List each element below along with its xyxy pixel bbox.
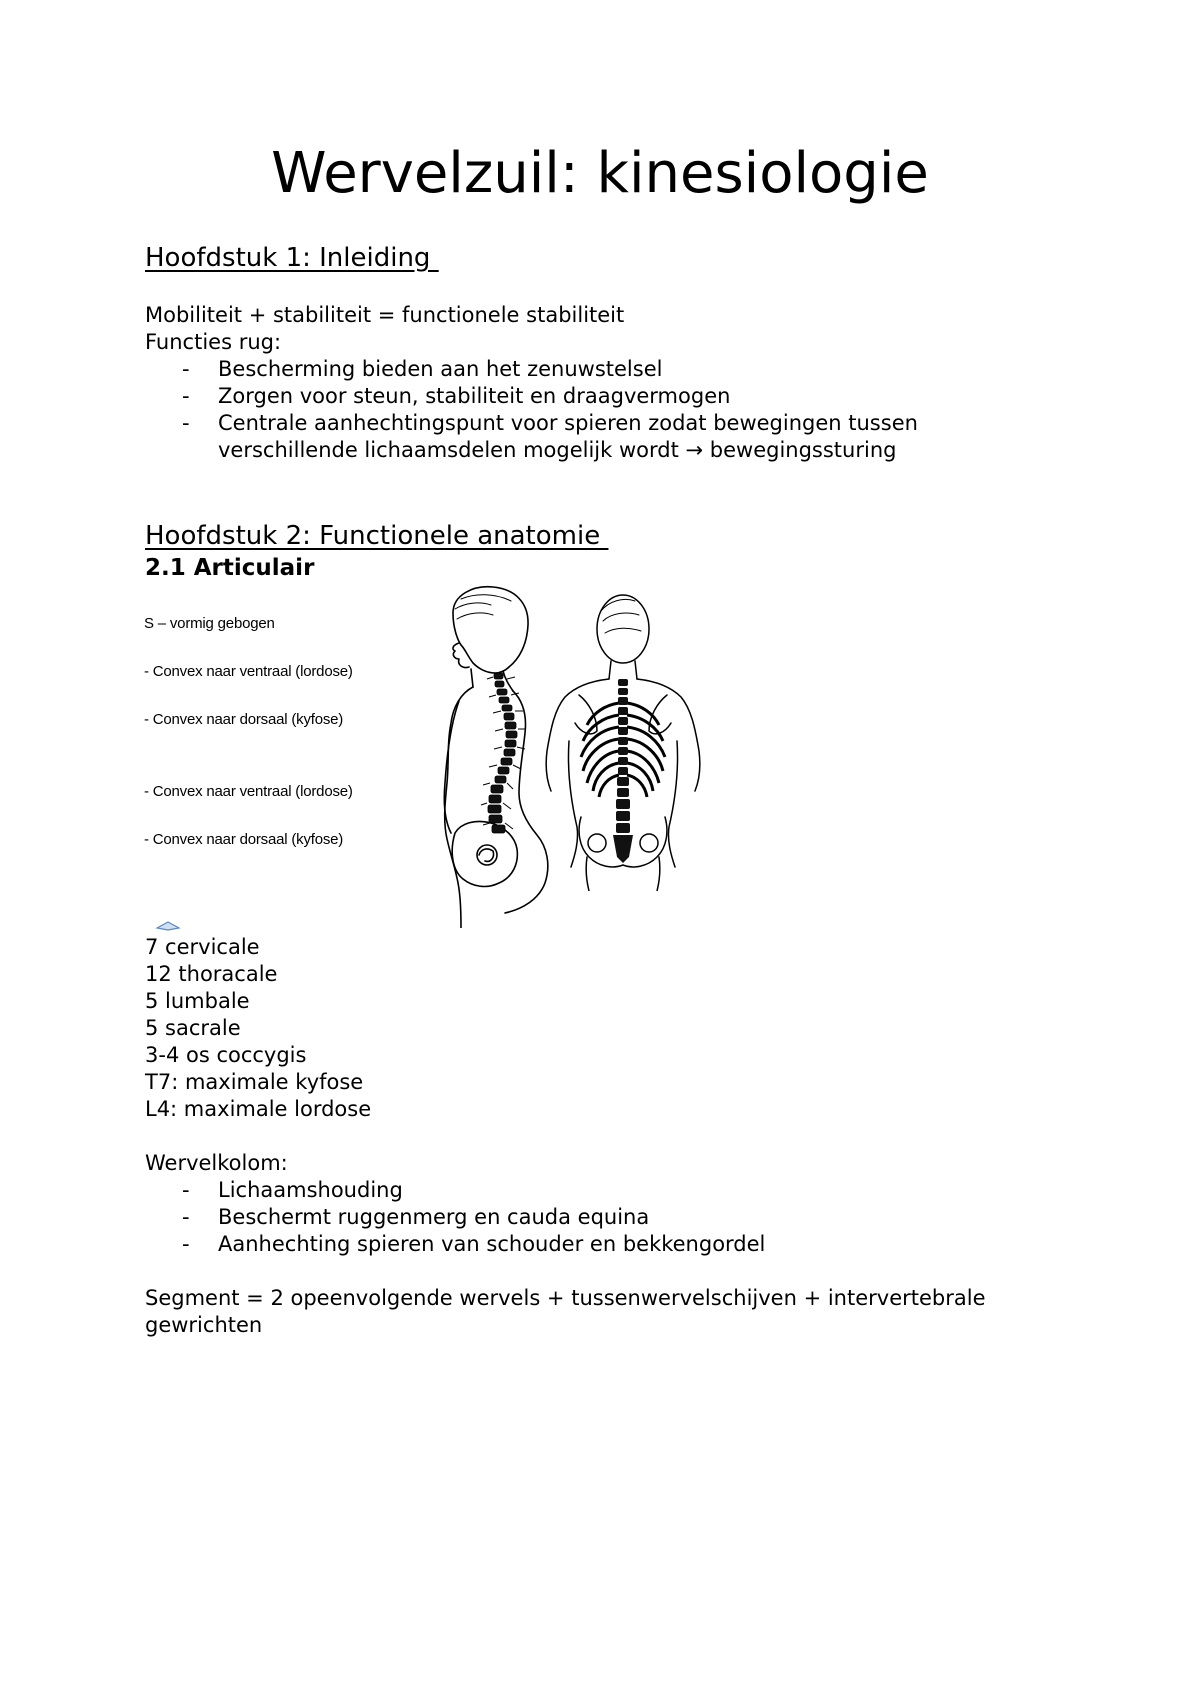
vertebrae-line: 5 lumbale [145,989,250,1013]
document-title: Wervelzuil: kinesiologie [271,141,929,206]
spine-figure [140,583,720,928]
vertebrae-line: 3-4 os coccygis [145,1043,307,1067]
figure-label: - Convex naar dorsaal (kyfose) [144,711,344,728]
anchor-icon [155,920,181,932]
document-page: Wervelzuil: kinesiologie Hoofdstuk 1: Inleiding Mobiliteit + stabiliteit = functionele stabiliteit Functies rug: - Bescherming bieden aan het zenuwstelsel - Zorgen voor steun, stabiliteit en draagvermogen - Centrale aanhechtingspunt voor spieren zodat bewegingen tussen verschillende lichaamsdelen mogelijk wordt → bewegingssturing Hoofdstuk 2: Functionele anatomie 2.1 Articulair S – vormig gebogen - Convex naar ventraal (lordose) - Convex naar dorsaal (kyfose) - Convex naar ventraal (lordose) - Convex naar dorsaal (kyfose) 7 cervicale 12 thoracale 5 lumbale 5 sacrale 3-4 os coccygis T7: maximale kyfose L4: maximale lordose Wervelkolom: - Lichaamshouding - Beschermt ruggenmerg en cauda equina - Aanhechting spieren van schouder en bekkengordel Segment = 2 opeenvolgende wervels + tussenwervelschijven + intervertebrale gewrichten [0,0,1200,1698]
stability-formula: Mobiliteit + stabiliteit = functionele stabiliteit [145,303,625,327]
vertebrae-line: L4: maximale lordose [145,1097,372,1121]
chapter-1-heading: Hoofdstuk 1: Inleiding [145,243,439,273]
chapter-2-heading: Hoofdstuk 2: Functionele anatomie [145,521,609,551]
figure-label: S – vormig gebogen [144,615,275,632]
figure-label: - Convex naar dorsaal (kyfose) [144,831,344,848]
vertebrae-line: T7: maximale kyfose [145,1070,364,1094]
segment-definition: Segment = 2 opeenvolgende wervels + tussenwervelschijven + intervertebrale [145,1286,986,1310]
vertebrae-line: 7 cervicale [145,935,260,959]
segment-definition-continued: gewrichten [145,1313,263,1337]
section-heading: 2.1 Articulair [145,555,315,581]
figure-label: - Convex naar ventraal (lordose) [144,663,353,680]
functions-label: Functies rug: [145,330,282,354]
figure-label: - Convex naar ventraal (lordose) [144,783,353,800]
column-label: Wervelkolom: [145,1151,288,1175]
vertebrae-line: 5 sacrale [145,1016,241,1040]
back-view-spine-illustration [535,591,720,891]
vertebrae-line: 12 thoracale [145,962,278,986]
